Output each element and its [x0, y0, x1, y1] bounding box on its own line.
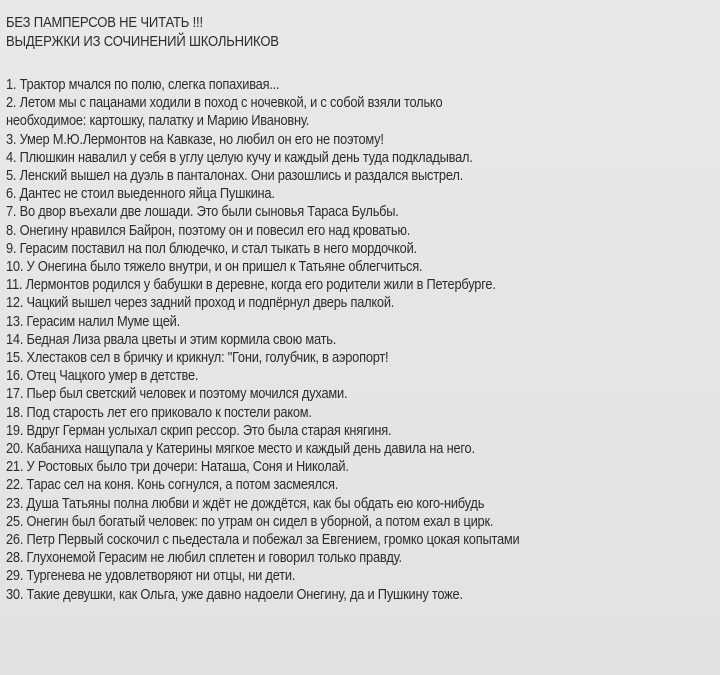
- list-item: 15. Хлестаков сел в бричку и крикнул: "Гони, голубчик, в аэропорт!: [6, 350, 389, 367]
- list-item: 25. Онегин был богатый человек: по утрам он сидел в уборной, а потом ехал в цирк.: [6, 513, 494, 530]
- header-title: БЕЗ ПАМПЕРСОВ НЕ ЧИТАТЬ !!!: [6, 15, 203, 31]
- header-subtitle: ВЫДЕРЖКИ ИЗ СОЧИНЕНИЙ ШКОЛЬНИКОВ: [6, 34, 279, 50]
- list-item: 3. Умер М.Ю.Лермонтов на Кавказе, но любил он его не поэтому!: [6, 131, 384, 148]
- list-item: 1. Трактор мчался по полю, слегка попахивая...: [6, 77, 280, 93]
- list-item: 4. Плюшкин навалил у себя в углу целую кучу и каждый день туда подкладывал.: [6, 149, 473, 166]
- list-item: 30. Такие девушки, как Ольга, уже давно надоели Онегину, да и Пушкину тоже.: [6, 586, 463, 603]
- list-item: 17. Пьер был светский человек и поэтому мочился духами.: [6, 386, 348, 403]
- list-item: 16. Отец Чацкого умер в детстве.: [6, 368, 199, 385]
- list-item: 18. Под старость лет его приковало к постели раком.: [6, 404, 312, 421]
- list-item: 20. Кабаниха нащупала у Катерины мягкое место и каждый день давила на него.: [6, 441, 475, 458]
- list-item: 29. Тургенева не удовлетворяют ни отцы, ни дети.: [6, 568, 296, 585]
- list-item: 11. Лермонтов родился у бабушки в деревне, когда его родители жили в Петербурге.: [6, 277, 496, 294]
- list-item: 7. Во двор въехали две лошади. Это были сыновья Тараса Бульбы.: [6, 204, 399, 221]
- list-item: 22. Тарас сел на коня. Конь согнулся, а потом засмеялся.: [6, 477, 339, 494]
- list-item: 8. Онегину нравился Байрон, поэтому он и повесил его над кроватью.: [6, 222, 411, 239]
- list-item: 10. У Онегина было тяжело внутри, и он пришел к Татьяне облегчиться.: [6, 259, 423, 276]
- list-item: 9. Герасим поставил на пол блюдечко, и стал тыкать в него мордочкой.: [6, 240, 417, 257]
- list-item: 26. Петр Первый соскочил с пьедестала и побежал за Евгением, громко цокая копытами: [6, 532, 520, 549]
- list-item: 14. Бедная Лиза рвала цветы и этим кормила свою мать.: [6, 331, 337, 348]
- list-item: 28. Глухонемой Герасим не любил сплетен и говорил только правду.: [6, 550, 402, 567]
- list-item: 2. Летом мы с пацанами ходили в поход с ночевкой, и с собой взяли только: [6, 95, 443, 112]
- list-item: 6. Дантес не стоил выеденного яйца Пушкина.: [6, 186, 275, 203]
- list-item: 21. У Ростовых было три дочери: Наташа, Соня и Николай.: [6, 459, 349, 476]
- list-item: 13. Герасим налил Муме щей.: [6, 313, 180, 330]
- list-item: 12. Чацкий вышел через задний проход и подпёрнул дверь палкой.: [6, 295, 395, 312]
- list-item: 5. Ленский вышел на дуэль в панталонах. Они разошлись и раздался выстрел.: [6, 168, 463, 185]
- list-item: необходимое: картошку, палатку и Марию Ивановну.: [6, 113, 310, 130]
- quotes-list: [6, 76, 710, 604]
- document-header: [6, 14, 710, 52]
- list-item: 23. Душа Татьяны полна любви и ждёт не дождётся, как бы обдать ею кого-нибудь: [6, 495, 485, 512]
- list-item: 19. Вдруг Герман услыхал скрип рессор. Это была старая княгиня.: [6, 422, 392, 439]
